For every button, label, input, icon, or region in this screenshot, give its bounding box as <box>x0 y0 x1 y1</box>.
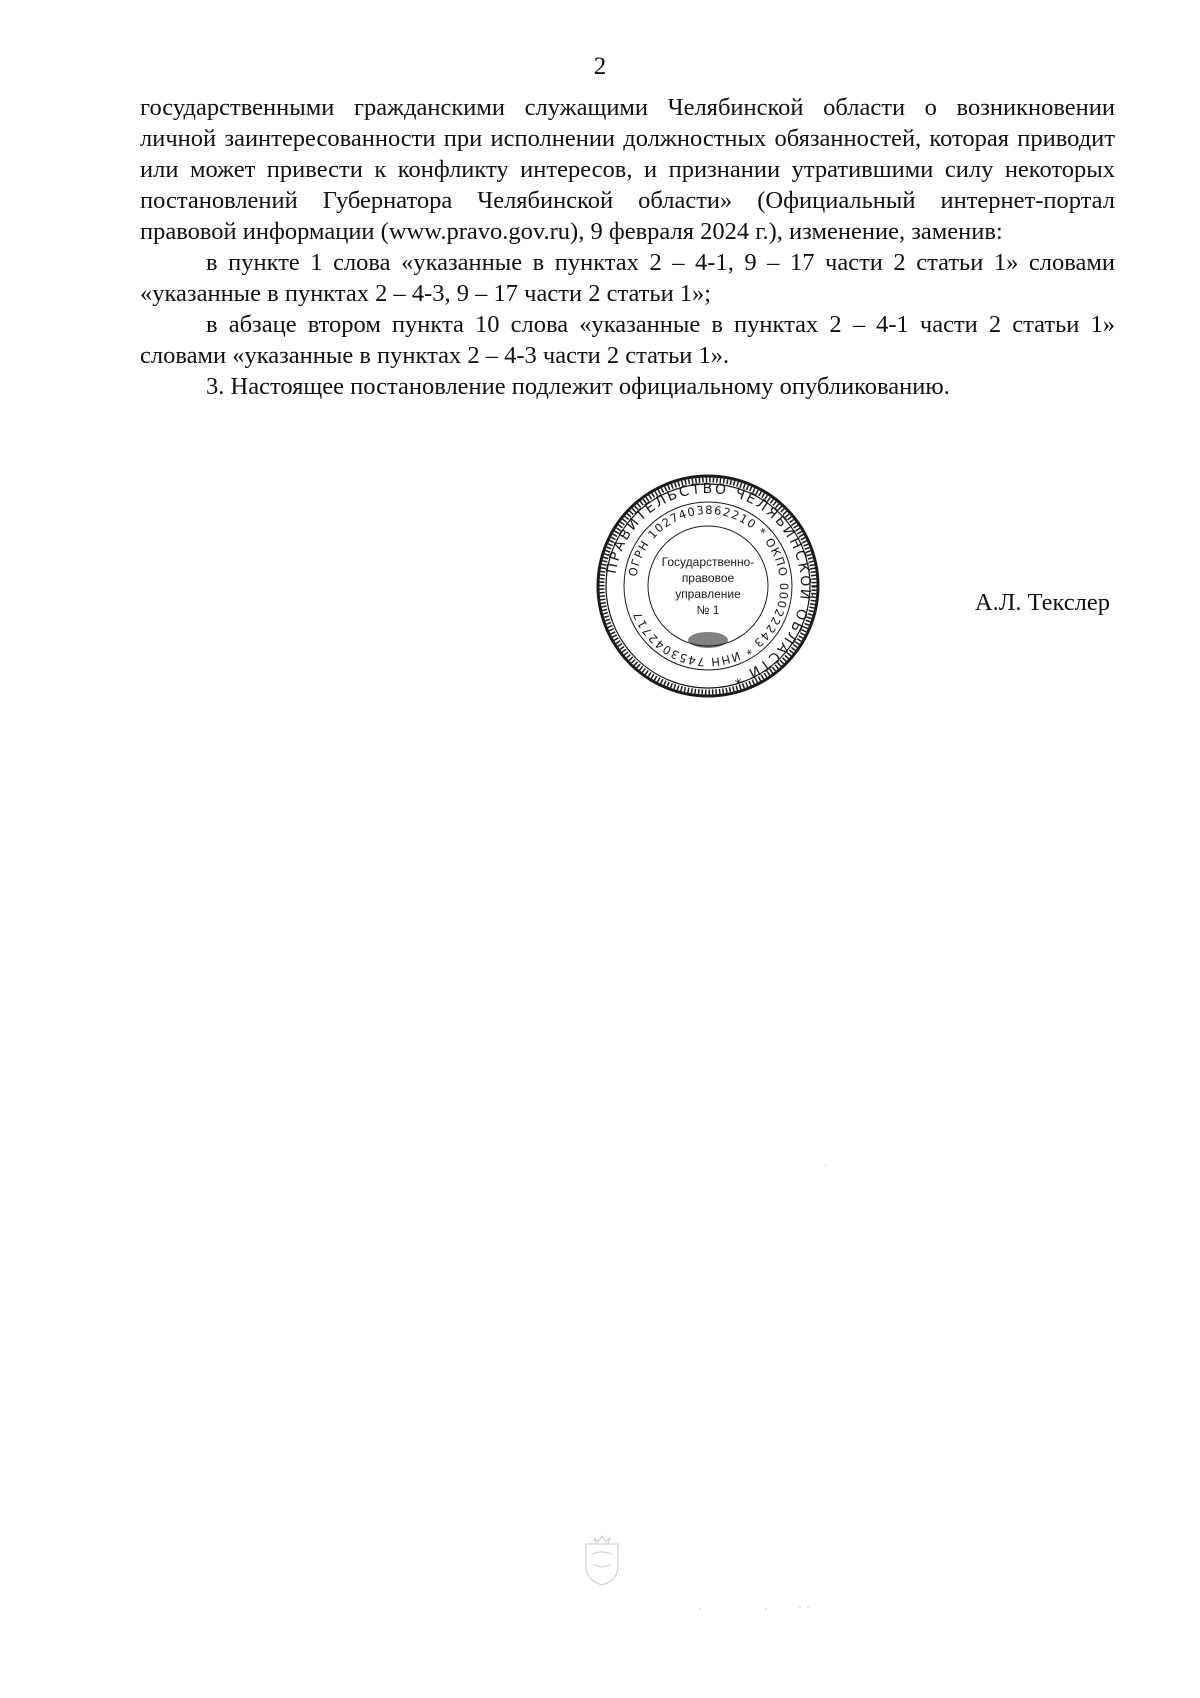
paragraph-amendment-1: в пункте 1 слова «указанные в пунктах 2 – 4-1, 9 – 17 части 2 статьи 1» словами «указанные в пунктах 2 – 4-3, 9 – 17 части 2 статьи 1»; <box>140 249 1115 307</box>
document-body <box>140 92 1115 402</box>
signature-block <box>0 470 1200 730</box>
coat-of-arms-watermark <box>578 1530 626 1588</box>
seal-center-line-4: № 1 <box>696 603 720 617</box>
page-number: 2 <box>593 53 607 80</box>
seal-inner-text: ОГРН 1027403862210 * ОКПО 00022243 * ИНН 7453042717 <box>625 502 792 670</box>
seal-center-line-1: Государственно- <box>661 555 755 569</box>
seal-center-line-3: управление <box>675 587 741 601</box>
paragraph-continuation: государственными гражданскими служащими Челябинской области о возникновении личной заинтересованности при исполнении должностных обязанностей, которая приводит или может привести к конфликту интересов, и признании утратившими силу некоторых постановлений Губернатора Челябинской области» (Официальный интернет-портал правовой информации (www.pravo.gov.ru), 9 февраля 2024 г.), изменение, заменив: <box>140 94 1115 245</box>
seal-outer-text: ПРАВИТЕЛЬСТВО ЧЕЛЯБИНСКОЙ ОБЛАСТИ * <box>603 480 814 688</box>
seal-center-line-2: правовое <box>681 571 735 585</box>
paragraph-amendment-2: в абзаце втором пункта 10 слова «указанные в пунктах 2 – 4-1 части 2 статьи 1» словами «указанные в пунктах 2 – 4-3 части 2 статьи 1». <box>140 311 1115 369</box>
official-seal <box>592 470 824 702</box>
seal-emblem <box>688 632 728 648</box>
signer-name: А.Л. Текслер <box>974 589 1110 616</box>
paragraph-publication: 3. Настоящее постановление подлежит официальному опубликованию. <box>206 373 950 400</box>
